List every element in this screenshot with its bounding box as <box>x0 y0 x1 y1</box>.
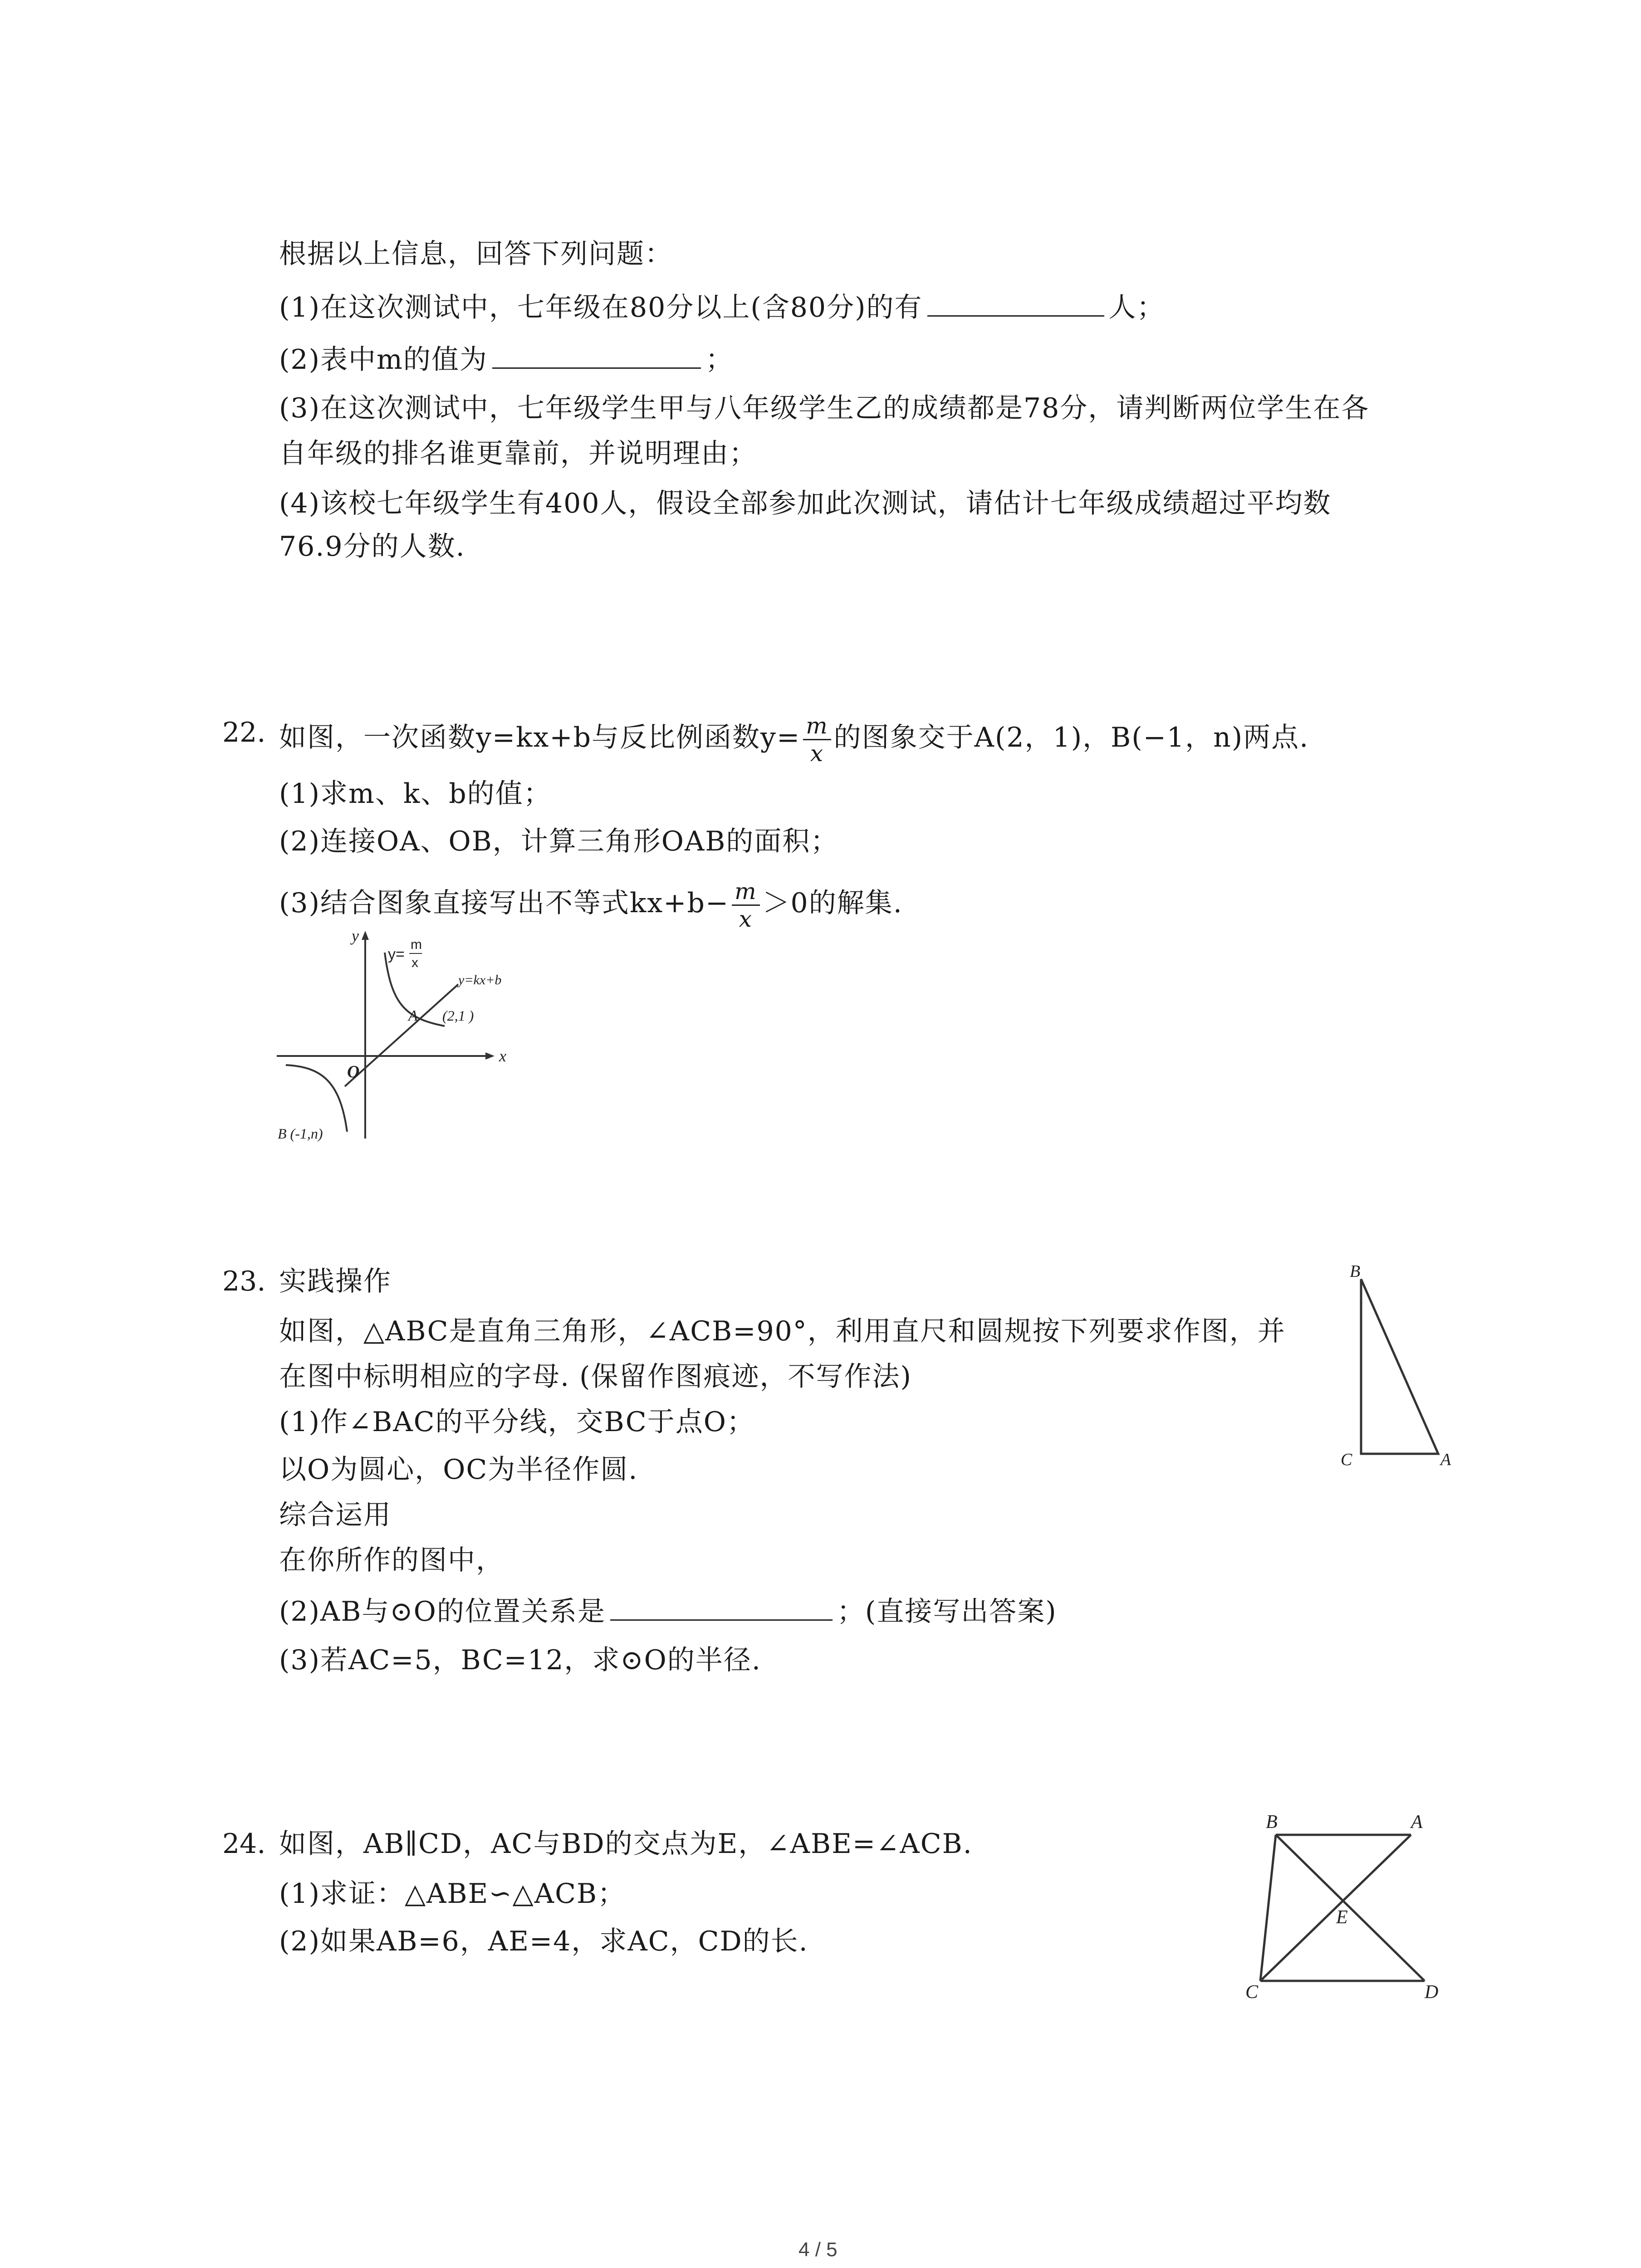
q23-label-c: C <box>1341 1450 1352 1469</box>
q22-label-hyper-num: m <box>411 937 422 952</box>
q21-part1-text: (1)在这次测试中，七年级在80分以上(含80分)的有 <box>279 292 923 323</box>
q22-stem-frac-den: x <box>810 740 824 767</box>
q24-stem: 如图，AB∥CD，AC与BD的交点为E，∠ABE=∠ACB. <box>279 1828 973 1860</box>
q22-function-graph <box>272 925 544 1148</box>
q24-trapezoid-figure <box>1225 1803 1470 2007</box>
q23-line1: 如图，△ABC是直角三角形，∠ACB=90°，利用直尺和圆规按下列要求作图，并 <box>279 1315 1286 1347</box>
q21-part2-text: (2)表中m的值为 <box>279 344 488 376</box>
q23-line6: 在你所作的图中， <box>279 1545 504 1576</box>
q21-part2 <box>279 340 734 378</box>
q21-part4-line1: (4)该校七年级学生有400人，假设全部参加此次测试，请估计七年级成绩超过平均数 <box>279 488 1332 519</box>
q22-part3-text: (3)结合图象直接写出不等式kx+b− <box>279 887 730 919</box>
q24-segment-bd <box>1276 1835 1425 1981</box>
q22-part3-fraction <box>732 880 759 930</box>
q23-triangle <box>1361 1279 1438 1454</box>
q22-number: 22. <box>222 717 266 748</box>
q22-stem <box>279 714 1309 765</box>
q24-segment-ac <box>1260 1835 1411 1981</box>
q23-line4: 以O为圆心，OC为半径作圆. <box>279 1454 638 1486</box>
page-number: 4 / 5 <box>798 2239 838 2261</box>
q22-label-line: y=kx+b <box>458 973 502 987</box>
q24-part1: (1)求证：△ABE∽△ACB； <box>279 1878 626 1910</box>
q23-line5: 综合运用 <box>279 1499 392 1531</box>
q24-label-b: B <box>1266 1812 1278 1833</box>
q21-part3-line1: (3)在这次测试中，七年级学生甲与八年级学生乙的成绩都是78分，请判断两位学生在各 <box>279 392 1370 424</box>
q22-stem-tail: 的图象交于A(2，1)，B(−1，n)两点. <box>833 722 1309 754</box>
q24-label-a: A <box>1411 1812 1423 1833</box>
q21-part2-tail: ； <box>705 344 734 376</box>
q24-part2: (2)如果AB=6，AE=4，求AC，CD的长. <box>279 1926 808 1957</box>
q22-stem-fraction <box>803 714 831 765</box>
q22-part3 <box>279 880 903 930</box>
q23-number: 23. <box>222 1266 266 1297</box>
q23-triangle-figure <box>1334 1261 1461 1483</box>
q22-line <box>345 984 458 1086</box>
q22-part1: (1)求m、k、b的值； <box>279 778 552 810</box>
q21-part2-blank[interactable] <box>492 340 701 369</box>
q23-part2 <box>279 1592 1057 1630</box>
q22-hyperbola-branch-2 <box>286 1065 347 1132</box>
q23-part3: (3)若AC=5，BC=12，求⊙O的半径. <box>279 1644 761 1676</box>
q23-part2-text: (2)AB与⊙O的位置关系是 <box>279 1596 606 1628</box>
q22-label-x: x <box>499 1047 506 1065</box>
q22-y-axis-arrow <box>362 931 369 940</box>
q24-label-c: C <box>1245 1982 1259 2003</box>
q22-stem-frac-num: m <box>803 714 831 740</box>
q24-label-d: D <box>1425 1982 1439 2003</box>
q22-label-a-coord: (2,1 ) <box>442 1007 474 1024</box>
q24-segment-bc <box>1260 1835 1276 1981</box>
q22-part3-tail: ＞0的解集. <box>762 887 903 919</box>
q24-number: 24. <box>222 1828 266 1860</box>
q22-label-a: A <box>408 1007 418 1024</box>
q23-part2-blank[interactable] <box>610 1592 833 1621</box>
q21-part4-line2: 76.9分的人数. <box>279 531 465 562</box>
q23-part2-tail: ；(直接写出答案) <box>837 1596 1057 1628</box>
q22-x-axis-arrow <box>485 1052 495 1060</box>
q22-label-o: O <box>347 1062 360 1081</box>
q21-part1-tail: 人； <box>1108 292 1165 323</box>
q22-label-y: y <box>352 927 359 945</box>
q23-line2: 在图中标明相应的字母. (保留作图痕迹，不写作法) <box>279 1361 912 1393</box>
q23-label-b: B <box>1350 1262 1361 1281</box>
q21-part3-line2: 自年级的排名谁更靠前，并说明理由； <box>279 438 757 469</box>
q22-label-hyper-den: x <box>411 955 418 970</box>
q23-label-a: A <box>1440 1450 1451 1469</box>
q21-part1 <box>279 288 1165 326</box>
q22-label-hyperbola: y= <box>388 946 405 963</box>
q22-part3-frac-den: x <box>739 906 753 932</box>
q21-part1-blank[interactable] <box>927 288 1104 317</box>
q22-stem-text: 如图，一次函数y=kx+b与反比例函数y= <box>279 722 801 754</box>
q22-part2: (2)连接OA、OB，计算三角形OAB的面积； <box>279 826 839 857</box>
q21-intro: 根据以上信息，回答下列问题： <box>279 238 673 270</box>
q24-label-e: E <box>1336 1907 1348 1928</box>
q23-line3: (1)作∠BAC的平分线，交BC于点O； <box>279 1406 755 1438</box>
q23-title: 实践操作 <box>279 1266 392 1297</box>
q22-label-b: B (-1,n) <box>278 1125 323 1142</box>
q22-part3-frac-num: m <box>732 880 759 906</box>
